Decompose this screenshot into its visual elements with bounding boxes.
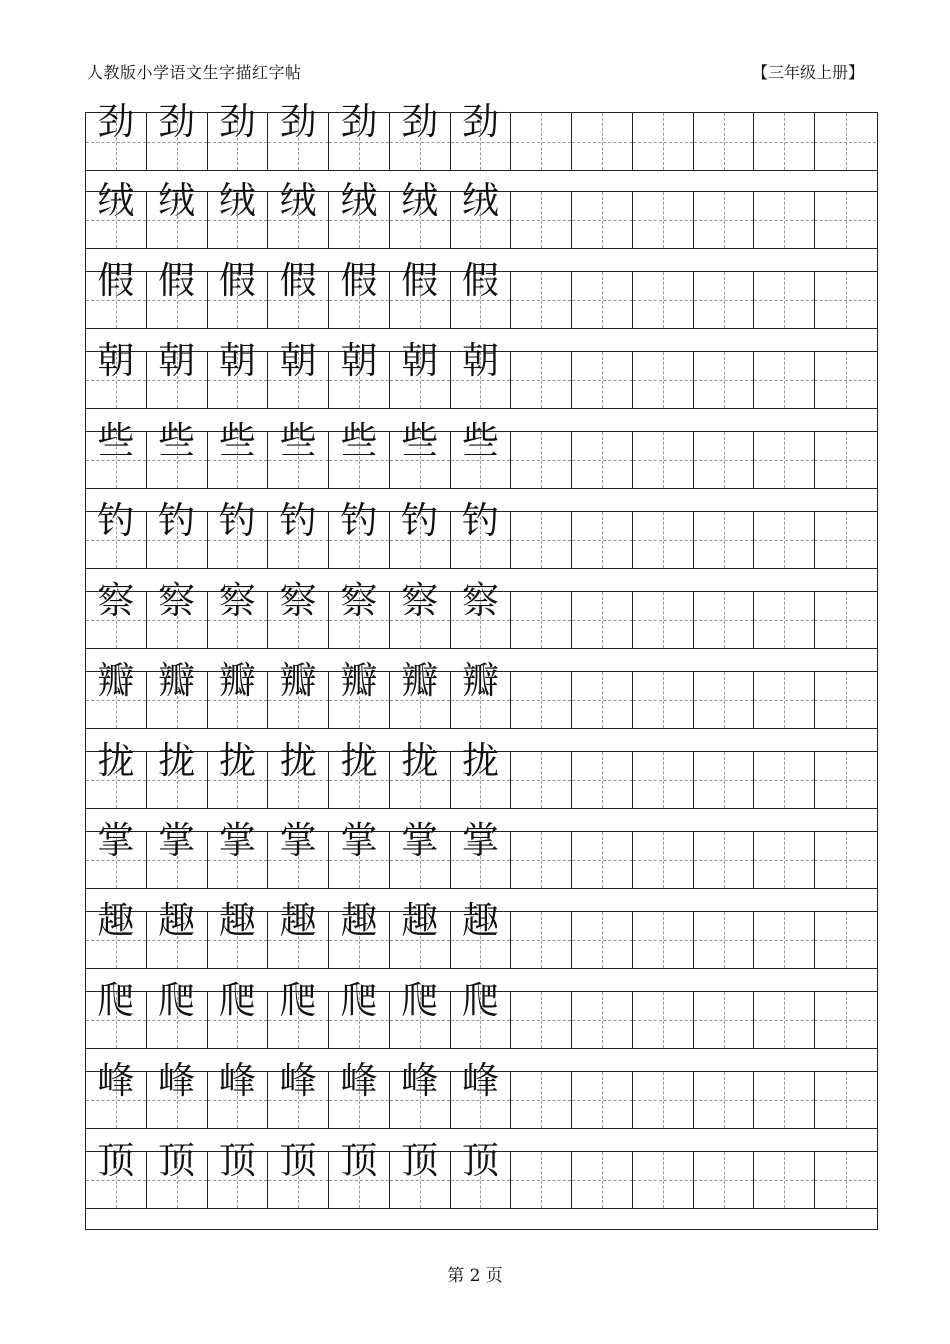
tracing-cell <box>208 899 269 968</box>
worksheet-title: 人教版小学语文生字描红字帖 <box>87 63 302 82</box>
practice-character: 峰 <box>461 1059 499 1102</box>
blank-practice-cell <box>754 512 815 568</box>
tracing-cell <box>329 179 390 248</box>
practice-character: 察 <box>401 579 439 622</box>
tracing-cell <box>208 419 269 488</box>
practice-character: 朝 <box>340 339 378 382</box>
practice-character: 趣 <box>401 899 439 942</box>
tracing-cell <box>208 179 269 248</box>
blank-practice-cell <box>754 752 815 808</box>
blank-practice-cell <box>633 592 694 648</box>
tracing-cell <box>86 179 147 248</box>
practice-character: 瓣 <box>97 659 135 702</box>
blank-practice-cell <box>815 1152 876 1208</box>
tracing-cell <box>268 579 329 648</box>
practice-character: 拢 <box>97 739 135 782</box>
blank-practice-cell <box>572 672 633 728</box>
practice-character: 假 <box>218 259 256 302</box>
practice-character: 些 <box>158 419 196 462</box>
tracing-cell <box>208 1139 269 1208</box>
practice-character: 掌 <box>279 819 317 862</box>
blank-practice-cell <box>511 272 572 328</box>
blank-practice-cell <box>815 1072 876 1128</box>
practice-character: 朝 <box>461 339 499 382</box>
tracing-cell <box>86 1059 147 1128</box>
tracing-cell <box>451 179 512 248</box>
practice-row <box>86 1139 877 1209</box>
practice-character: 顶 <box>97 1139 135 1182</box>
tracing-cell <box>390 499 451 568</box>
practice-character: 顶 <box>158 1139 196 1182</box>
blank-practice-cell <box>754 1152 815 1208</box>
practice-character: 假 <box>158 259 196 302</box>
practice-character: 掌 <box>218 819 256 862</box>
practice-character: 峰 <box>158 1059 196 1102</box>
blank-practice-cell <box>511 352 572 408</box>
practice-character: 爬 <box>461 979 499 1022</box>
tracing-cell <box>147 179 208 248</box>
tracing-cell <box>329 659 390 728</box>
practice-row <box>86 819 877 889</box>
tracing-cell <box>147 259 208 328</box>
tracing-cell <box>451 1059 512 1128</box>
blank-practice-cell <box>511 432 572 488</box>
practice-character: 钓 <box>97 499 135 542</box>
practice-row <box>86 339 877 409</box>
practice-character: 拢 <box>279 739 317 782</box>
tracing-cell <box>390 739 451 808</box>
practice-row <box>86 100 877 171</box>
blank-practice-cell <box>694 1152 755 1208</box>
blank-practice-cell <box>754 113 815 170</box>
blank-practice-cell <box>572 832 633 888</box>
blank-practice-cell <box>511 992 572 1048</box>
tracing-cell <box>329 419 390 488</box>
blank-practice-cell <box>754 352 815 408</box>
tracing-cell <box>451 739 512 808</box>
practice-character: 些 <box>401 419 439 462</box>
practice-character: 爬 <box>340 979 378 1022</box>
practice-character: 假 <box>279 259 317 302</box>
tracing-cell <box>86 979 147 1048</box>
practice-character: 掌 <box>97 819 135 862</box>
tracing-cell <box>329 499 390 568</box>
blank-practice-cell <box>572 1152 633 1208</box>
tracing-cell <box>147 979 208 1048</box>
tracing-cell <box>268 179 329 248</box>
blank-practice-cell <box>815 192 876 248</box>
practice-character: 朝 <box>279 339 317 382</box>
practice-character: 峰 <box>218 1059 256 1102</box>
practice-character: 朝 <box>158 339 196 382</box>
blank-practice-cell <box>633 1152 694 1208</box>
tracing-cell <box>208 579 269 648</box>
tracing-cell <box>86 579 147 648</box>
tracing-cell <box>390 579 451 648</box>
practice-character: 绒 <box>279 179 317 222</box>
blank-practice-cell <box>815 992 876 1048</box>
tracing-cell <box>86 499 147 568</box>
tracing-cell <box>86 659 147 728</box>
practice-character: 察 <box>97 579 135 622</box>
practice-character: 瓣 <box>340 659 378 702</box>
page-number: 第 2 页 <box>447 1266 503 1286</box>
practice-character: 假 <box>340 259 378 302</box>
tracing-cell <box>451 819 512 888</box>
tracing-cell <box>329 979 390 1048</box>
tracing-cell <box>268 819 329 888</box>
practice-character: 拢 <box>461 739 499 782</box>
blank-practice-cell <box>511 1072 572 1128</box>
practice-row <box>86 419 877 489</box>
blank-practice-cell <box>633 352 694 408</box>
tracing-cell <box>451 899 512 968</box>
blank-practice-cell <box>754 1072 815 1128</box>
blank-practice-cell <box>511 592 572 648</box>
blank-practice-cell <box>815 352 876 408</box>
blank-practice-cell <box>511 1152 572 1208</box>
practice-character: 朝 <box>97 339 135 382</box>
tracing-cell <box>208 979 269 1048</box>
practice-character: 拢 <box>401 739 439 782</box>
blank-practice-cell <box>815 672 876 728</box>
tracing-cell <box>329 1139 390 1208</box>
tracing-cell <box>208 659 269 728</box>
tracing-cell <box>268 979 329 1048</box>
practice-character: 绒 <box>218 179 256 222</box>
tracing-cell <box>390 419 451 488</box>
practice-character: 趣 <box>461 899 499 942</box>
blank-practice-cell <box>572 272 633 328</box>
tracing-cell <box>390 179 451 248</box>
blank-practice-cell <box>815 432 876 488</box>
practice-character: 瓣 <box>218 659 256 702</box>
practice-character: 劲 <box>461 100 499 143</box>
tracing-cell <box>147 419 208 488</box>
practice-grid <box>85 100 878 1230</box>
tracing-cell <box>268 739 329 808</box>
tracing-cell <box>390 1059 451 1128</box>
practice-character: 峰 <box>340 1059 378 1102</box>
practice-character: 钓 <box>461 499 499 542</box>
tracing-cell <box>329 739 390 808</box>
tracing-cell <box>208 339 269 408</box>
tracing-cell <box>147 579 208 648</box>
practice-character: 劲 <box>158 100 196 143</box>
practice-character: 瓣 <box>158 659 196 702</box>
tracing-cell <box>208 100 269 170</box>
blank-practice-cell <box>633 512 694 568</box>
tracing-cell <box>268 419 329 488</box>
blank-practice-cell <box>511 192 572 248</box>
practice-character: 钓 <box>279 499 317 542</box>
practice-character: 假 <box>97 259 135 302</box>
grade-label: 【三年级上册】 <box>751 63 864 82</box>
tracing-cell <box>390 259 451 328</box>
blank-practice-cell <box>511 912 572 968</box>
tracing-cell <box>147 1139 208 1208</box>
practice-row <box>86 899 877 969</box>
blank-practice-cell <box>815 592 876 648</box>
practice-character: 钓 <box>218 499 256 542</box>
tracing-cell <box>268 259 329 328</box>
blank-practice-cell <box>694 672 755 728</box>
blank-practice-cell <box>572 432 633 488</box>
practice-character: 朝 <box>401 339 439 382</box>
tracing-cell <box>268 339 329 408</box>
tracing-cell <box>86 739 147 808</box>
practice-character: 些 <box>279 419 317 462</box>
blank-practice-cell <box>633 192 694 248</box>
tracing-cell <box>390 100 451 170</box>
blank-practice-cell <box>633 672 694 728</box>
blank-practice-cell <box>754 432 815 488</box>
practice-character: 劲 <box>218 100 256 143</box>
practice-character: 绒 <box>401 179 439 222</box>
blank-practice-cell <box>633 1072 694 1128</box>
blank-practice-cell <box>572 113 633 170</box>
tracing-cell <box>451 499 512 568</box>
tracing-cell <box>451 979 512 1048</box>
blank-practice-cell <box>633 832 694 888</box>
practice-character: 劲 <box>279 100 317 143</box>
tracing-cell <box>329 899 390 968</box>
tracing-cell <box>208 1059 269 1128</box>
blank-practice-cell <box>572 352 633 408</box>
tracing-cell <box>390 899 451 968</box>
practice-character: 瓣 <box>461 659 499 702</box>
blank-practice-cell <box>694 272 755 328</box>
practice-character: 拢 <box>340 739 378 782</box>
practice-character: 爬 <box>401 979 439 1022</box>
tracing-cell <box>147 1059 208 1128</box>
practice-character: 爬 <box>97 979 135 1022</box>
tracing-cell <box>268 899 329 968</box>
practice-character: 趣 <box>97 899 135 942</box>
practice-character: 绒 <box>158 179 196 222</box>
blank-practice-cell <box>754 272 815 328</box>
practice-character: 绒 <box>340 179 378 222</box>
tracing-cell <box>147 739 208 808</box>
tracing-cell <box>147 899 208 968</box>
tracing-cell <box>86 899 147 968</box>
practice-character: 掌 <box>340 819 378 862</box>
blank-practice-cell <box>694 192 755 248</box>
practice-character: 趣 <box>218 899 256 942</box>
tracing-cell <box>208 259 269 328</box>
tracing-cell <box>86 339 147 408</box>
tracing-cell <box>451 579 512 648</box>
practice-character: 劲 <box>340 100 378 143</box>
blank-practice-cell <box>754 592 815 648</box>
blank-practice-cell <box>754 672 815 728</box>
practice-character: 爬 <box>279 979 317 1022</box>
practice-character: 绒 <box>461 179 499 222</box>
tracing-cell <box>86 1139 147 1208</box>
practice-character: 假 <box>461 259 499 302</box>
practice-character: 峰 <box>401 1059 439 1102</box>
tracing-cell <box>147 499 208 568</box>
practice-character: 顶 <box>218 1139 256 1182</box>
blank-practice-cell <box>694 113 755 170</box>
tracing-cell <box>451 339 512 408</box>
tracing-cell <box>208 819 269 888</box>
blank-practice-cell <box>511 832 572 888</box>
tracing-cell <box>268 100 329 170</box>
blank-practice-cell <box>633 912 694 968</box>
practice-character: 趣 <box>279 899 317 942</box>
tracing-cell <box>86 259 147 328</box>
blank-practice-cell <box>572 592 633 648</box>
practice-character: 爬 <box>158 979 196 1022</box>
blank-practice-cell <box>754 192 815 248</box>
practice-character: 些 <box>340 419 378 462</box>
tracing-cell <box>390 1139 451 1208</box>
tracing-cell <box>329 100 390 170</box>
practice-character: 顶 <box>461 1139 499 1182</box>
practice-row <box>86 979 877 1049</box>
blank-practice-cell <box>815 272 876 328</box>
blank-practice-cell <box>694 432 755 488</box>
practice-character: 钓 <box>340 499 378 542</box>
practice-row <box>86 739 877 809</box>
blank-practice-cell <box>694 992 755 1048</box>
blank-practice-cell <box>572 752 633 808</box>
blank-practice-cell <box>815 512 876 568</box>
practice-character: 朝 <box>218 339 256 382</box>
blank-practice-cell <box>633 992 694 1048</box>
tracing-cell <box>451 659 512 728</box>
practice-character: 察 <box>218 579 256 622</box>
tracing-cell <box>86 819 147 888</box>
tracing-cell <box>329 339 390 408</box>
tracing-cell <box>208 499 269 568</box>
tracing-cell <box>390 659 451 728</box>
tracing-cell <box>451 100 512 170</box>
practice-character: 峰 <box>279 1059 317 1102</box>
practice-character: 拢 <box>218 739 256 782</box>
practice-character: 察 <box>158 579 196 622</box>
practice-row <box>86 659 877 729</box>
tracing-cell <box>329 1059 390 1128</box>
blank-practice-cell <box>815 832 876 888</box>
practice-character: 劲 <box>97 100 135 143</box>
blank-practice-cell <box>572 992 633 1048</box>
tracing-cell <box>268 1139 329 1208</box>
blank-practice-cell <box>572 512 633 568</box>
practice-row <box>86 179 877 249</box>
practice-character: 峰 <box>97 1059 135 1102</box>
blank-practice-cell <box>633 113 694 170</box>
practice-row <box>86 579 877 649</box>
blank-practice-cell <box>694 832 755 888</box>
practice-character: 爬 <box>218 979 256 1022</box>
practice-row <box>86 259 877 329</box>
tracing-cell <box>268 499 329 568</box>
tracing-cell <box>268 1059 329 1128</box>
tracing-cell <box>390 819 451 888</box>
tracing-cell <box>147 819 208 888</box>
tracing-cell <box>451 1139 512 1208</box>
tracing-cell <box>329 259 390 328</box>
tracing-cell <box>86 419 147 488</box>
practice-character: 钓 <box>401 499 439 542</box>
practice-character: 掌 <box>401 819 439 862</box>
blank-practice-cell <box>511 752 572 808</box>
blank-practice-cell <box>694 1072 755 1128</box>
blank-practice-cell <box>754 992 815 1048</box>
tracing-cell <box>329 579 390 648</box>
tracing-cell <box>451 259 512 328</box>
tracing-cell <box>268 659 329 728</box>
blank-practice-cell <box>511 672 572 728</box>
practice-character: 顶 <box>279 1139 317 1182</box>
practice-character: 绒 <box>97 179 135 222</box>
practice-character: 掌 <box>158 819 196 862</box>
practice-character: 些 <box>461 419 499 462</box>
blank-practice-cell <box>633 752 694 808</box>
tracing-cell <box>451 419 512 488</box>
blank-practice-cell <box>815 113 876 170</box>
blank-practice-cell <box>633 272 694 328</box>
tracing-cell <box>86 100 147 170</box>
practice-character: 察 <box>461 579 499 622</box>
practice-character: 趣 <box>158 899 196 942</box>
practice-character: 些 <box>218 419 256 462</box>
blank-practice-cell <box>511 512 572 568</box>
practice-character: 趣 <box>340 899 378 942</box>
tracing-cell <box>147 659 208 728</box>
practice-row <box>86 1059 877 1129</box>
blank-practice-cell <box>815 912 876 968</box>
practice-character: 瓣 <box>401 659 439 702</box>
tracing-cell <box>208 739 269 808</box>
tracing-cell <box>147 100 208 170</box>
blank-practice-cell <box>633 432 694 488</box>
tracing-cell <box>147 339 208 408</box>
practice-character: 掌 <box>461 819 499 862</box>
tracing-cell <box>329 819 390 888</box>
practice-character: 假 <box>401 259 439 302</box>
practice-character: 劲 <box>401 100 439 143</box>
practice-row <box>86 499 877 569</box>
blank-practice-cell <box>694 352 755 408</box>
practice-character: 些 <box>97 419 135 462</box>
blank-practice-cell <box>754 912 815 968</box>
practice-character: 顶 <box>401 1139 439 1182</box>
blank-practice-cell <box>694 512 755 568</box>
practice-character: 拢 <box>158 739 196 782</box>
practice-character: 察 <box>279 579 317 622</box>
blank-practice-cell <box>572 192 633 248</box>
blank-practice-cell <box>754 832 815 888</box>
practice-character: 顶 <box>340 1139 378 1182</box>
blank-practice-cell <box>815 752 876 808</box>
tracing-cell <box>390 979 451 1048</box>
blank-practice-cell <box>694 912 755 968</box>
tracing-cell <box>390 339 451 408</box>
blank-practice-cell <box>694 752 755 808</box>
practice-character: 瓣 <box>279 659 317 702</box>
blank-practice-cell <box>572 1072 633 1128</box>
blank-practice-cell <box>694 592 755 648</box>
practice-character: 钓 <box>158 499 196 542</box>
blank-practice-cell <box>572 912 633 968</box>
blank-practice-cell <box>511 113 572 170</box>
practice-character: 察 <box>340 579 378 622</box>
